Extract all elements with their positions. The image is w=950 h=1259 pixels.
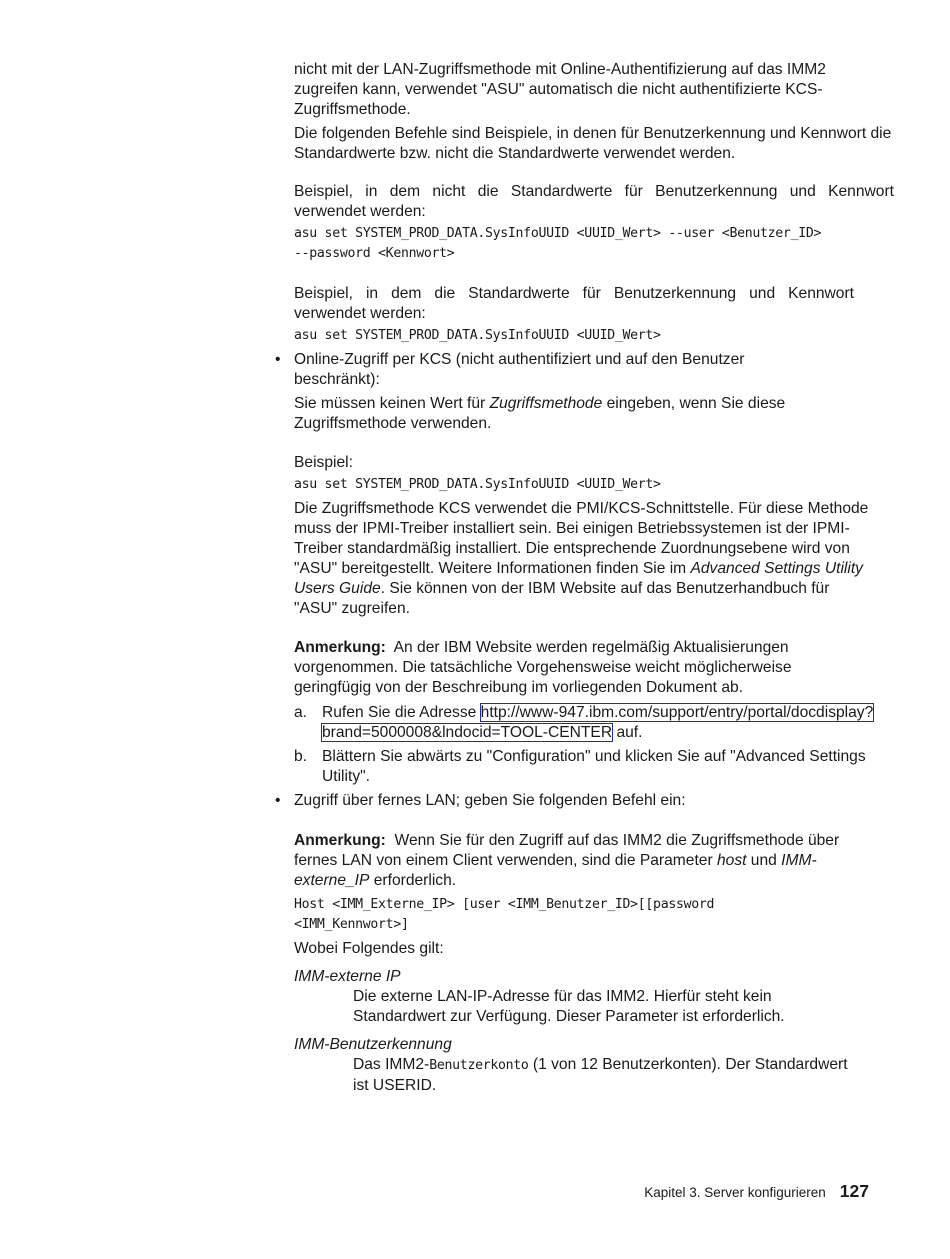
code-line: --password <Kennwort> (294, 246, 455, 261)
list-item-remote-lan (275, 791, 894, 1096)
step-text: auf. (612, 724, 643, 741)
note-kcs (294, 638, 864, 698)
text-run: eingeben, wenn Sie diese Zugriffsmethode verwenden. (294, 395, 786, 432)
step-label: b. (294, 748, 308, 765)
bullet-icon: • (275, 351, 281, 368)
code-example-kcs: asu set SYSTEM_PROD_DATA.SysInfoUUID <UUID_Wert> (294, 477, 661, 492)
paragraph-kcs-details (294, 499, 874, 619)
step-a (294, 703, 894, 743)
note-label: Anmerkung: (294, 832, 386, 849)
note-remote-lan (294, 831, 864, 891)
note-text: An der IBM Website werden regelmäßig Aktualisierungen vorgenommen. Die tatsächliche Vorgehensweise weicht möglicherweise geringfügig von der Beschreibung im vorliegenden Dokument ab. (294, 639, 792, 696)
paragraph-kcs-method (294, 394, 854, 434)
text-run: Das IMM2- (353, 1056, 430, 1073)
definition-term: IMM-Benutzerkennung (294, 1036, 452, 1053)
example-kcs-label: Beispiel: (294, 454, 353, 471)
text-run: (1 von 12 Benutzerkonten). Der Standardwert ist USERID. (353, 1056, 848, 1094)
emphasis-text: IMM-externe_IP (294, 852, 817, 889)
page-footer (644, 1181, 869, 1203)
text-run: Die Zugriffsmethode KCS verwendet die PMI/KCS-Schnittstelle. Für diese Methode muss der IPMI-Treiber installiert sein. Bei einigen Betriebssystemen ist der IPMI-Treiber standardmäßig installiert. Die entsprechende Zuordnungsebene wird von "ASU" bereitgestellt. Weitere Informationen finden Sie im (294, 500, 869, 577)
code-example-default: asu set SYSTEM_PROD_DATA.SysInfoUUID <UUID_Wert> (294, 328, 661, 343)
example-nondefault-label: Beispiel, in dem nicht die Standardwerte für Benutzerkennung und Kennwort verwendet werden: (294, 183, 894, 220)
paragraph-intro: nicht mit der LAN-Zugriffsmethode mit Online-Authentifizierung auf das IMM2 zugreifen kann, verwendet "ASU" automatisch die nicht authentifizierte KCS-Zugriffsmethode. (294, 61, 826, 118)
footer-chapter: Kapitel 3. Server konfigurieren (644, 1185, 826, 1200)
definition-term: IMM-externe IP (294, 968, 401, 985)
code-line: asu set SYSTEM_PROD_DATA.SysInfoUUID <UUID_Wert> --user <Benutzer_ID> (294, 226, 822, 241)
note-label: Anmerkung: (294, 639, 386, 656)
example-default-label: Beispiel, in dem die Standardwerte für Benutzerkennung und Kennwort verwendet werden: (294, 285, 854, 322)
step-label: a. (294, 704, 308, 721)
note-text: Wenn Sie für den Zugriff auf das IMM2 die Zugriffsmethode über fernes LAN von einem Client verwenden, sind die Parameter (294, 832, 840, 869)
step-b (294, 747, 894, 787)
page-number: 127 (839, 1181, 869, 1201)
code-example-nondefault (294, 224, 894, 264)
definition-description (294, 1055, 863, 1096)
emphasis-text: Advanced Settings Utility Users Guide (294, 560, 863, 597)
definition-list (294, 967, 894, 1096)
list-item-kcs (275, 350, 894, 787)
text-run: Sie müssen keinen Wert für (294, 395, 490, 412)
step-text: Rufen Sie die Adresse (322, 704, 481, 721)
paragraph-examples-intro: Die folgenden Befehle sind Beispiele, in denen für Benutzerkennung und Kennwort die Standardwerte bzw. nicht die Standardwerte verwendet werden. (294, 125, 892, 162)
code-line: Host <IMM_Externe_IP> [user <IMM_Benutzer_ID>[[password (294, 897, 715, 912)
text-run: . Sie können von der IBM Website auf das Benutzerhandbuch für "ASU" zugreifen. (294, 580, 830, 617)
definition-description: Die externe LAN-IP-Adresse für das IMM2. Hierfür steht kein Standardwert zur Verfügung. Dieser Parameter ist erforderlich. (353, 988, 785, 1025)
emphasis-text: Zugriffsmethode (489, 395, 603, 412)
where-label: Wobei Folgendes gilt: (294, 940, 444, 957)
mono-text: Benutzerkonto (429, 1058, 529, 1073)
note-text: erforderlich. (369, 872, 457, 889)
bullet-icon: • (275, 792, 281, 809)
code-remote-lan (294, 895, 894, 935)
tool-center-link[interactable]: http://www-947.ibm.com/support/entry/portal/docdisplay?brand=5000008&lndocid=TOOL-CENTER (322, 704, 874, 741)
list-item-title: Zugriff über fernes LAN; geben Sie folgenden Befehl ein: (294, 792, 686, 809)
step-text: Blättern Sie abwärts zu "Configuration" und klicken Sie auf "Advanced Settings Utility". (322, 748, 866, 785)
note-text: und (746, 852, 782, 869)
emphasis-text: host (716, 852, 747, 869)
list-item-title: Online-Zugriff per KCS (nicht authentifiziert und auf den Benutzer beschränkt): (294, 351, 745, 388)
code-line: <IMM_Kennwort>] (294, 917, 409, 932)
document-body (275, 60, 894, 1096)
